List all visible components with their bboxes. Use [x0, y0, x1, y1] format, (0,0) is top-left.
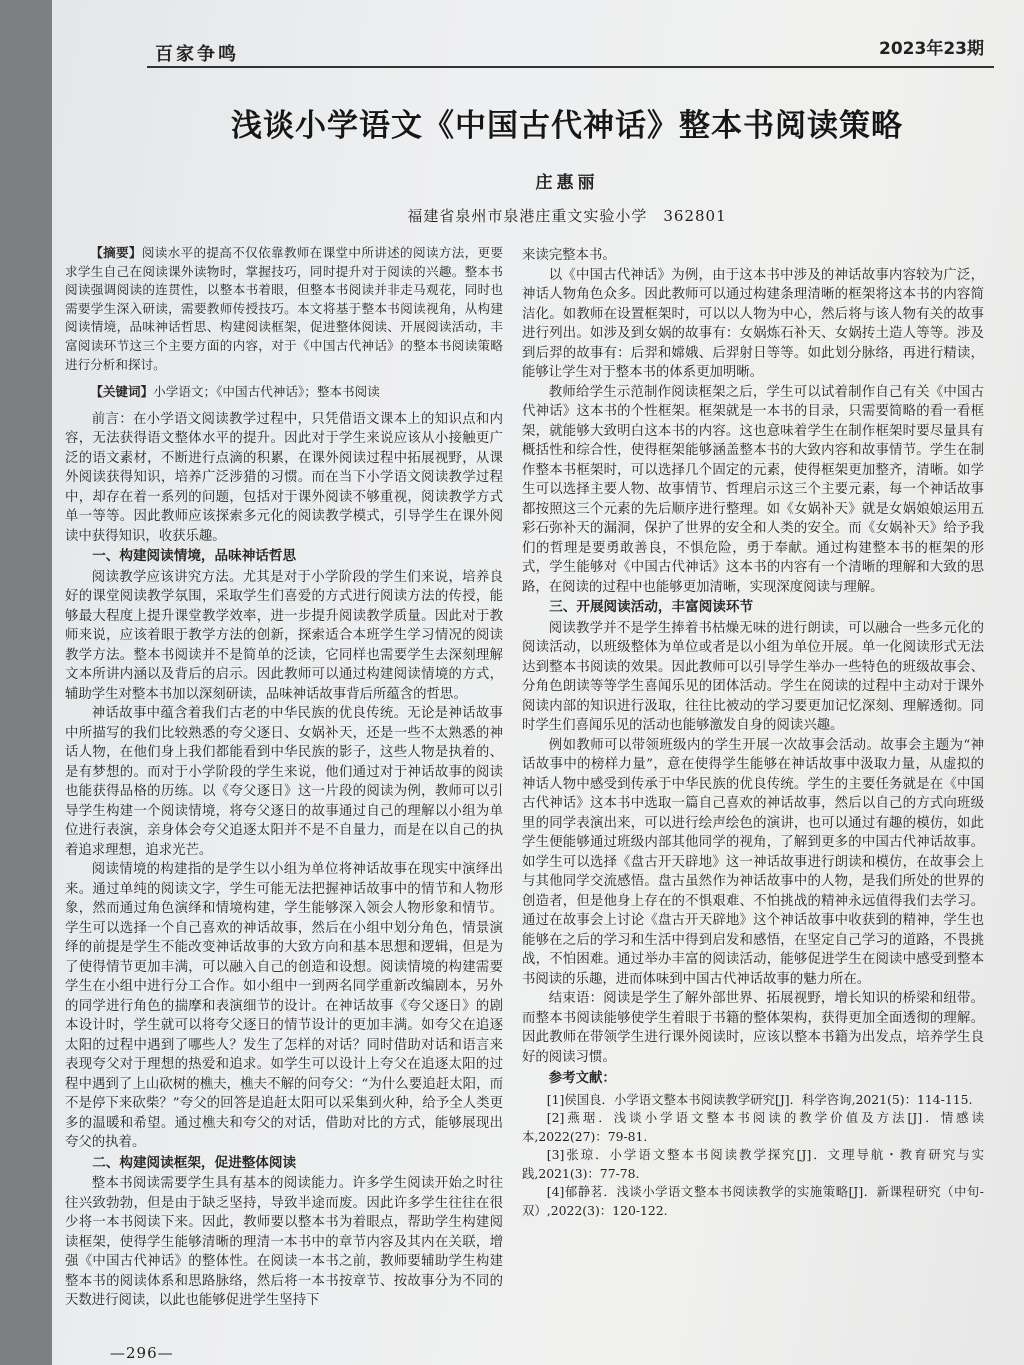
- intro-paragraph: 前言：在小学语文阅读教学过程中，只凭借语文课本上的知识点和内容，无法获得语文整体水平的提升。因此对于学生来说应该从小接触更广泛的语文素材，不断进行点滴的积累，在课外阅读过程中拓展视野，从课外阅读获得知识，培养广泛涉猎的习惯。而在当下小学语文阅读教学过程中，却存在着一系列的问题，包括对于课外阅读不够重视，阅读教学方式单一等等。因此教师应该探索多元化的阅读教学模式，引导学生在课外阅读中获得知识，收获乐趣。: [65, 411, 503, 544]
- keywords-text: 小学语文；《中国古代神话》；整本书阅读: [153, 384, 380, 400]
- section-3-paragraph-2: 例如教师可以带领班级内的学生开展一次故事会活动。故事会主题为“神话故事中的榜样力量”，意在使得学生能够在神话故事中汲取力量，从虚拟的神话人物中感受到传承于中华民族的优良传统。学生的主要任务就是在《中国古代神话》这本书中选取一篇自己喜欢的神话故事，然后以自己的方式向班级里的同学表演出来，可以进行绘声绘色的演讲，也可以通过有趣的模仿，如此学生便能够通过班级内部其他同学的视角，了解到更多的中国古代神话故事。如学生可以选择《盘古开天辟地》这一神话故事进行朗读和模仿，在故事会上与其他同学交流感悟。盘古虽然作为神话故事中的人物，是我们所处的世界的创造者，但是他身上存在的不惧艰难、不怕挑战的精神永远值得我们去学习。通过在故事会上讨论《盘古开天辟地》这个神话故事中收获到的精神，学生也能够在之后的学习和生活中得到启发和感悟，在坚定自己学习的道路，不畏挑战，不怕困难。通过举办丰富的阅读活动，能够促进学生在阅读中感受到整本书阅读的乐趣，进而体味到中国古代神话故事的魅力所在。: [522, 737, 984, 987]
- references-title: 参考文献：: [548, 1070, 616, 1086]
- section-2-paragraph-3: 教师给学生示范制作阅读框架之后，学生可以试着制作自己有关《中国古代神话》这本书的个性框架。框架就是一本书的目录，只需要简略的看一看框架，就能够大致明白这本书的内容。这也意味着学生在制作框架时要尽量具有概括性和综合性，使得框架能够涵盖整本书的大致内容和故事情节。学生在制作整本书框架时，可以选择几个固定的元素，使得框架更加整齐，清晰。如学生可以选择主要人物、故事情节、哲理启示这三个主要元素，每一个神话故事都按照这三个元素的先后顺序进行整理。如《女娲补天》就是女娲娘娘运用五彩石弥补天的漏洞，保护了世界的安全和人类的安全。而《女娲补天》给予我们的哲理是要勇敢善良，不惧危险，勇于奉献。通过构建整本书的框架的形式，学生能够对《中国古代神话》这本书的内容有一个清晰的理解和大致的思路，在阅读的过程中也能够更加清晰，实现深度阅读与理解。: [522, 384, 984, 595]
- keywords-label: 【关键词】: [90, 384, 154, 400]
- section-3-paragraph-1: 阅读教学并不是学生捧着书枯燥无味的进行朗读，可以融合一些多元化的阅读活动，以班级整体为单位或者是以小组为单位开展。单一化阅读形式无法达到整本书阅读的效果。因此教师可以引导学生举办一些特色的班级故事会、分角色朗读等等学生喜闻乐见的团体活动。学生在阅读的过程中主动对于课外阅读内部的知识进行汲取，往往比被动的学习要更加记忆深刻、理解透彻。同时学生们喜闻乐见的活动也能够激发自身的阅读兴趣。: [522, 620, 984, 733]
- abstract: [65, 244, 503, 374]
- section-2-paragraph-1-end: 来读完整本书。: [522, 248, 616, 263]
- section-1-paragraph-2: 神话故事中蕴含着我们古老的中华民族的优良传统。无论是神话故事中所描写的我们比较熟悉的夸父逐日、女娲补天，还是一些不太熟悉的神话人物，在他们身上我们都能看到中华民族的影子，这些人物是执着的、是有梦想的。而对于小学阶段的学生来说，他们通过对于神话故事的阅读也能获得品格的历练。以《夸父逐日》这一片段的阅读为例，教师可以引导学生构建一个阅读情境，将夸父逐日的故事通过自己的理解以小组为单位进行表演，亲身体会夸父追逐太阳并不是不自量力，而是在以自己的执着追求理想，追求光芒。: [65, 706, 503, 858]
- article-title: 浅谈小学语文《中国古代神话》整本书阅读策略: [231, 108, 903, 144]
- abstract-text: 阅读水平的提高不仅依靠教师在课堂中所讲述的阅读方法，更要求学生自己在阅读课外读物时，掌握技巧，同时提升对于阅读的兴趣。整本书阅读强调阅读的连贯性，以整本书着眼，但整本书阅读并非走马观花，同时也需要学生深入研读，需要教师传授技巧。本文将基于整本书阅读视角，从构建阅读情境，品味神话哲思、构建阅读框架，促进整体阅读、开展阅读活动，丰富阅读环节这三个主要方面的内容，对于《中国古代神话》的整本书阅读策略进行分析和探讨。: [65, 245, 504, 372]
- reference-item: [3]张琼．小学语文整本书阅读教学探究[J]．文理导航・教育研究与实践,2021(3)：77-78.: [522, 1147, 984, 1181]
- header-rule: [147, 66, 994, 68]
- section-2-paragraph-1-start: 整本书阅读需要学生具有基本的阅读能力。许多学生阅读开始之时往往兴致勃勃，但是由于缺乏坚持，导致半途而废。因此许多学生往往在很少将一本书阅读下来。因此，教师要以整本书为着眼点，帮助学生构建阅读框架，使得学生能够清晰的理清一本书中的章节内容及其内在关联，增强《中国古代神话》的整体性。在阅读一本书之前，教师要辅助学生构建整本书的阅读体系和思路脉络，然后将一本书按章节、按故事分为不同的天数进行阅读，以此也能够促进学生坚持下: [65, 1176, 503, 1309]
- section-3-heading: 三、开展阅读活动，丰富阅读环节: [549, 599, 754, 615]
- left-column: [65, 244, 503, 1311]
- section-2-heading: 二、构建阅读框架，促进整体阅读: [92, 1154, 297, 1171]
- page-number: —296—: [110, 1344, 174, 1362]
- section-1-paragraph-1: 阅读教学应该讲究方法。尤其是对于小学阶段的学生们来说，培养良好的课堂阅读教学氛围，采取学生们喜爱的方式进行阅读方法的传授，能够最大程度上提升课堂教学效率，进一步提升阅读教学质量。因此对于教师来说，应该着眼于教学方法的创新，探索适合本班学生学习情况的阅读教学方法。整本书阅读并不是简单的泛读，它同样也需要学生去深刻理解文本所讲内涵以及背后的启示。因此教师可以通过构建阅读情境的方式，辅助学生对整本书加以深刻研读，品味神话故事背后所蕴含的哲思。: [65, 569, 503, 702]
- section-1-heading: 一、构建阅读情境，品味神话哲思: [92, 548, 297, 565]
- reference-item: [1]侯国良．小学语文整本书阅读教学研究[J]．科学咨询,2021(5)：114-115.: [546, 1091, 973, 1107]
- article-author: 庄惠丽: [535, 173, 599, 193]
- reference-item: [4]郁静茗．浅谈小学语文整本书阅读教学的实施策略[J]．新课程研究（中旬-双）,2022(3)：120-122.: [522, 1184, 984, 1219]
- section-1-paragraph-3: 阅读情境的构建指的是学生以小组为单位将神话故事在现实中演绎出来。通过单纯的阅读文字，学生可能无法把握神话故事中的情节和人物形象，然而通过角色演绎和情境构建，学生能够深入领会人物形象和情节。学生可以选择一个自己喜欢的神话故事，然后在小组中划分角色，情景演绎的前提是学生不能改变神话故事的大致方向和基本思想和逻辑，但是为了使得情节更加丰满，可以融入自己的创造和设想。阅读情境的构建需要学生在小组中进行分工合作。如小组中一到两名同学重新改编剧本，另外的同学进行角色的揣摩和表演细节的设计。在神话故事《夸父逐日》的剧本设计时，学生就可以将夸父逐日的情节设计的更加丰满。如夸父在追逐太阳的过程中遇到了哪些人？发生了怎样的对话？同时借助对话和语言来表现夸父对于理想的热爱和追求。如学生可以设计上夸父在追逐太阳的过程中遇到了上山砍树的樵夫，樵夫不解的问夸父：“为什么要追赶太阳，而不是停下来砍柴？”夸父的回答是追赶太阳可以采集到火种，给予全人类更多的温暖和希望。通过樵夫和夸父的对话，借助对比的方式，能够展现出夸父的执着。: [65, 862, 503, 1151]
- column-name: 百家争鸣: [155, 44, 239, 65]
- right-column: [522, 246, 984, 1221]
- reference-item: [2]燕琚．浅谈小学语文整本书阅读的教学价值及方法[J]．情感读本,2022(27)：79-81.: [522, 1110, 984, 1144]
- section-2-paragraph-2: 以《中国古代神话》为例，由于这本书中涉及的神话故事内容较为广泛，神话人物角色众多。因此教师可以通过构建条理清晰的框架将这本书的内容简洁化。如教师在设置框架时，可以以人物为中心，然后将与该人物有关的故事进行列出。如涉及到女娲的故事有：女娲炼石补天、女娲抟土造人等等。涉及到后羿的故事有：后羿和嫦娥、后羿射日等等。如此划分脉络，再进行精读，能够让学生对于整本书的体系更加明晰。: [522, 267, 984, 380]
- keywords: [65, 382, 503, 402]
- issue-label: 2023年23期: [879, 39, 984, 59]
- conclusion-paragraph: 结束语：阅读是学生了解外部世界、拓展视野，增长知识的桥梁和纽带。而整本书阅读能够使学生着眼于书籍的整体架构，获得更加全面透彻的理解。因此教师在带领学生进行课外阅读时，应该以整本书籍为出发点，培养学生良好的阅读习惯。: [522, 991, 984, 1065]
- author-affiliation: 福建省泉州市泉港庄重文实验小学 362801: [407, 207, 727, 225]
- abstract-label: 【摘要】: [90, 245, 142, 260]
